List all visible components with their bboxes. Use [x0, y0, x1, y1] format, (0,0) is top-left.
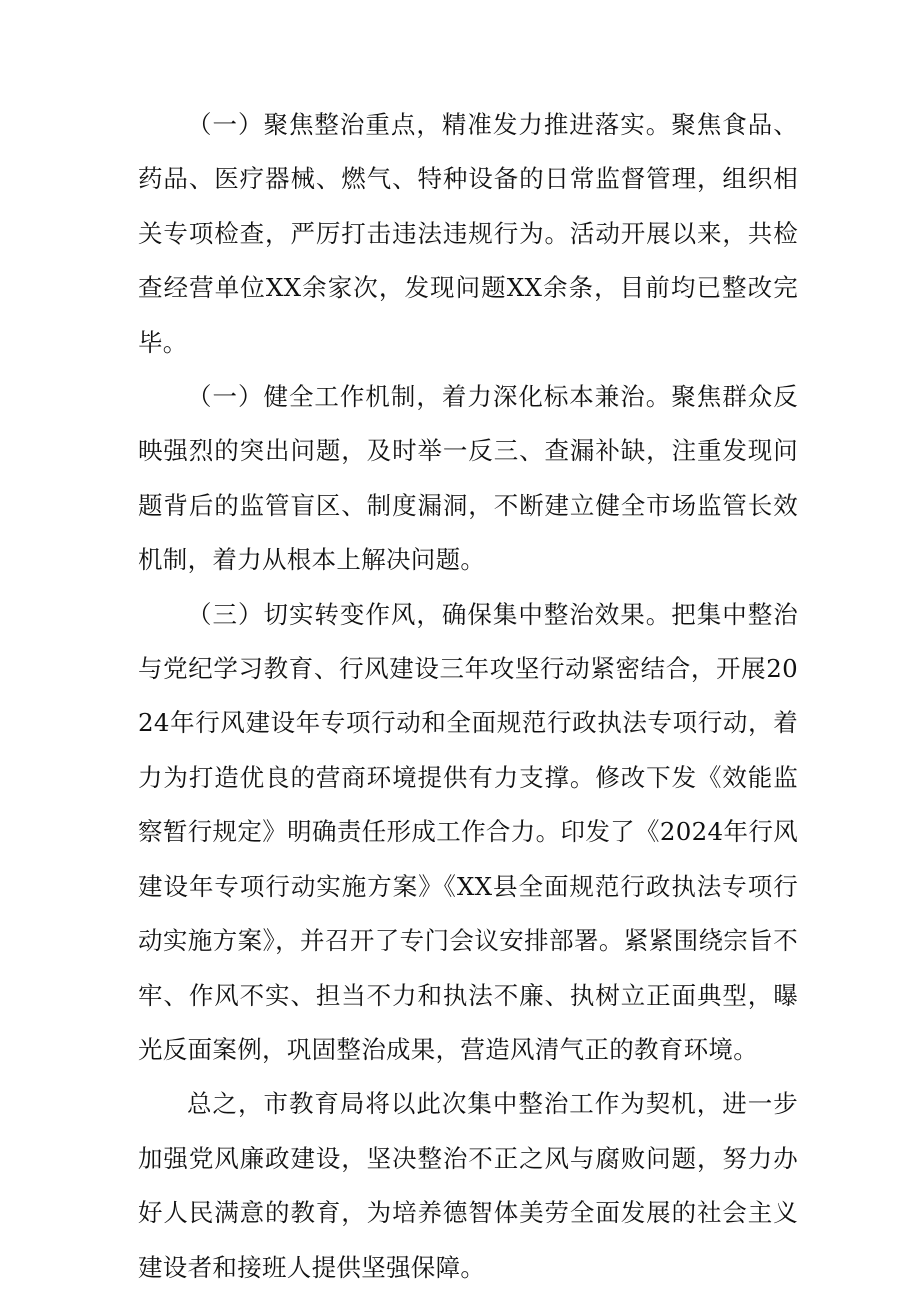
- document-body: [138, 98, 798, 1295]
- paragraph-focus-rectification: （一）聚焦整治重点，精准发力推进落实。聚焦食品、药品、医疗器械、燃气、特种设备的日常监督管理，组织相关专项检查，严厉打击违法违规行为。活动开展以来，共检查经营单位XX余家次，发现问题XX余条，目前均已整改完毕。: [138, 110, 798, 357]
- paragraph-work-mechanism: （一）健全工作机制，着力深化标本兼治。聚焦群众反映强烈的突出问题，及时举一反三、查漏补缺，注重发现问题背后的监管盲区、制度漏洞，不断建立健全市场监管长效机制，着力从根本上解决问题。: [138, 382, 798, 575]
- paragraph-work-style: （三）切实转变作风，确保集中整治效果。把集中整治与党纪学习教育、行风建设三年攻坚行动紧密结合，开展2024年行风建设年专项行动和全面规范行政执法专项行动，着力为打造优良的营商环境提供有力支撑。修改下发《效能监察暂行规定》明确责任形成工作合力。印发了《2024年行风建设年专项行动实施方案》《XX县全面规范行政执法专项行动实施方案》，并召开了专门会议安排部署。紧紧围绕宗旨不牢、作风不实、担当不力和执法不廉、执树立正面典型，曝光反面案例，巩固整治成果，营造风清气正的教育环境。: [138, 599, 798, 1064]
- paragraph-conclusion: 总之，市教育局将以此次集中整治工作为契机，进一步加强党风廉政建设，坚决整治不正之风与腐败问题，努力办好人民满意的教育，为培养德智体美劳全面发展的社会主义建设者和接班人提供坚强保障。: [138, 1089, 798, 1282]
